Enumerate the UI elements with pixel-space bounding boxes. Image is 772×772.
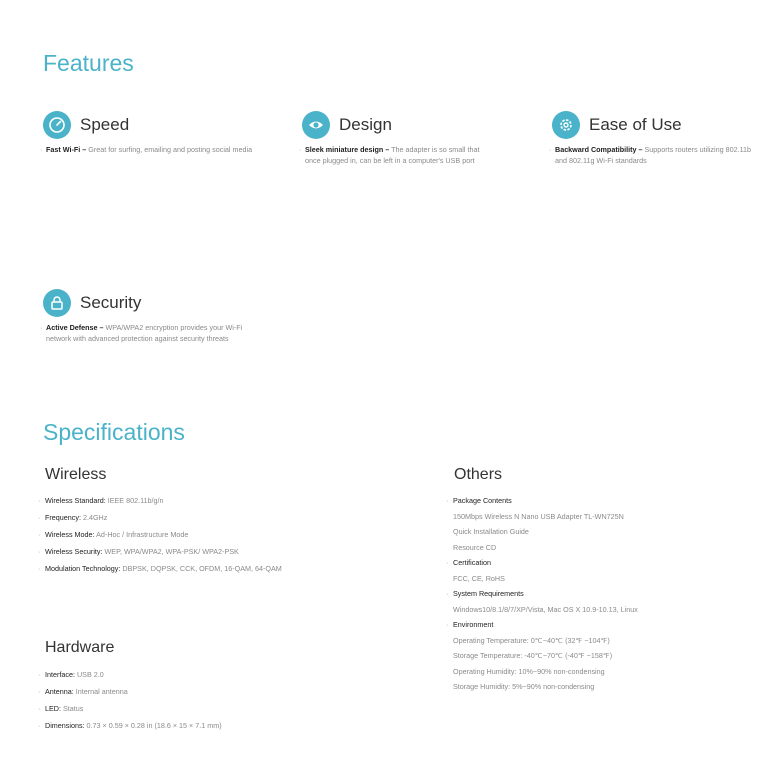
- spec-item: · Wireless Standard: IEEE 802.11b/g/n: [38, 492, 282, 509]
- wireless-spec-list: [38, 492, 282, 577]
- feature-design: [302, 110, 497, 166]
- others-value: Storage Temperature: -40℃~70℃ (-40℉ ~158℉): [453, 651, 613, 660]
- spec-item: · Frequency: 2.4GHz: [38, 509, 282, 526]
- spec-item: · Dimensions: 0.73 × 0.59 × 0.28 in (18.6 × 15 × 7.1 mm): [38, 717, 222, 734]
- spec-item: · LED: Status: [38, 700, 222, 717]
- spec-item: · Modulation Technology: DBPSK, DQPSK, CCK, OFDM, 16-QAM, 64-QAM: [38, 560, 282, 577]
- feature-ease-of-use: [552, 110, 757, 166]
- hardware-heading: Hardware: [45, 639, 115, 656]
- speedometer-icon: [43, 111, 71, 139]
- others-group-heading: · System Requirements: [446, 586, 638, 602]
- others-value: FCC, CE, RoHS: [453, 573, 505, 583]
- others-group-heading: · Environment: [446, 617, 638, 633]
- others-value: Windows10/8.1/8/7/XP/Vista, Mac OS X 10.9-10.13, Linux: [453, 604, 638, 614]
- others-heading: Others: [454, 466, 503, 483]
- feature-title: Ease of Use: [589, 115, 682, 134]
- feature-title: Security: [80, 293, 142, 312]
- feature-title: Design: [339, 115, 392, 134]
- specifications-heading: Specifications: [43, 419, 185, 445]
- lock-icon: [43, 289, 71, 317]
- others-value: Storage Humidity: 5%~90% non-condensing: [453, 682, 595, 691]
- others-value: Quick Installation Guide: [453, 527, 529, 536]
- feature-description: · Sleek miniature design – The adapter is so small that once plugged in, can be left in a computer's USB port: [302, 144, 497, 166]
- spec-item: · Wireless Mode: Ad-Hoc / Infrastructure Mode: [38, 526, 282, 543]
- spec-item: · Wireless Security: WEP, WPA/WPA2, WPA-PSK/ WPA2-PSK: [38, 543, 282, 560]
- wireless-heading: Wireless: [45, 466, 107, 483]
- feature-description: · Active Defense – WPA/WPA2 encryption provides your Wi-Fi network with advanced protection against security threats: [43, 322, 268, 344]
- others-value: Operating Temperature: 0℃~40℃ (32℉ ~104℉): [453, 635, 610, 645]
- others-value: Operating Humidity: 10%~90% non-condensing: [453, 666, 605, 676]
- others-value: 150Mbps Wireless N Nano USB Adapter TL-WN725N: [453, 511, 624, 521]
- feature-speed: [43, 110, 273, 155]
- feature-security: [43, 288, 268, 344]
- others-group-heading: · Certification: [446, 555, 638, 571]
- others-spec-list: [446, 493, 638, 695]
- eye-icon: [302, 111, 330, 139]
- feature-title: Speed: [80, 115, 130, 134]
- spec-item: · Interface: USB 2.0: [38, 666, 222, 683]
- others-group-heading: · Package Contents: [446, 493, 638, 509]
- gear-icon: [552, 111, 580, 139]
- feature-description: · Fast Wi-Fi – Great for surfing, emailing and posting social media: [43, 144, 273, 155]
- feature-description: · Backward Compatibility – Supports routers utilizing 802.11b and 802.11g Wi-Fi standards: [552, 144, 757, 166]
- hardware-spec-list: [38, 666, 222, 734]
- others-value: Resource CD: [453, 542, 497, 552]
- features-heading: Features: [43, 50, 134, 76]
- spec-item: · Antenna: Internal antenna: [38, 683, 222, 700]
